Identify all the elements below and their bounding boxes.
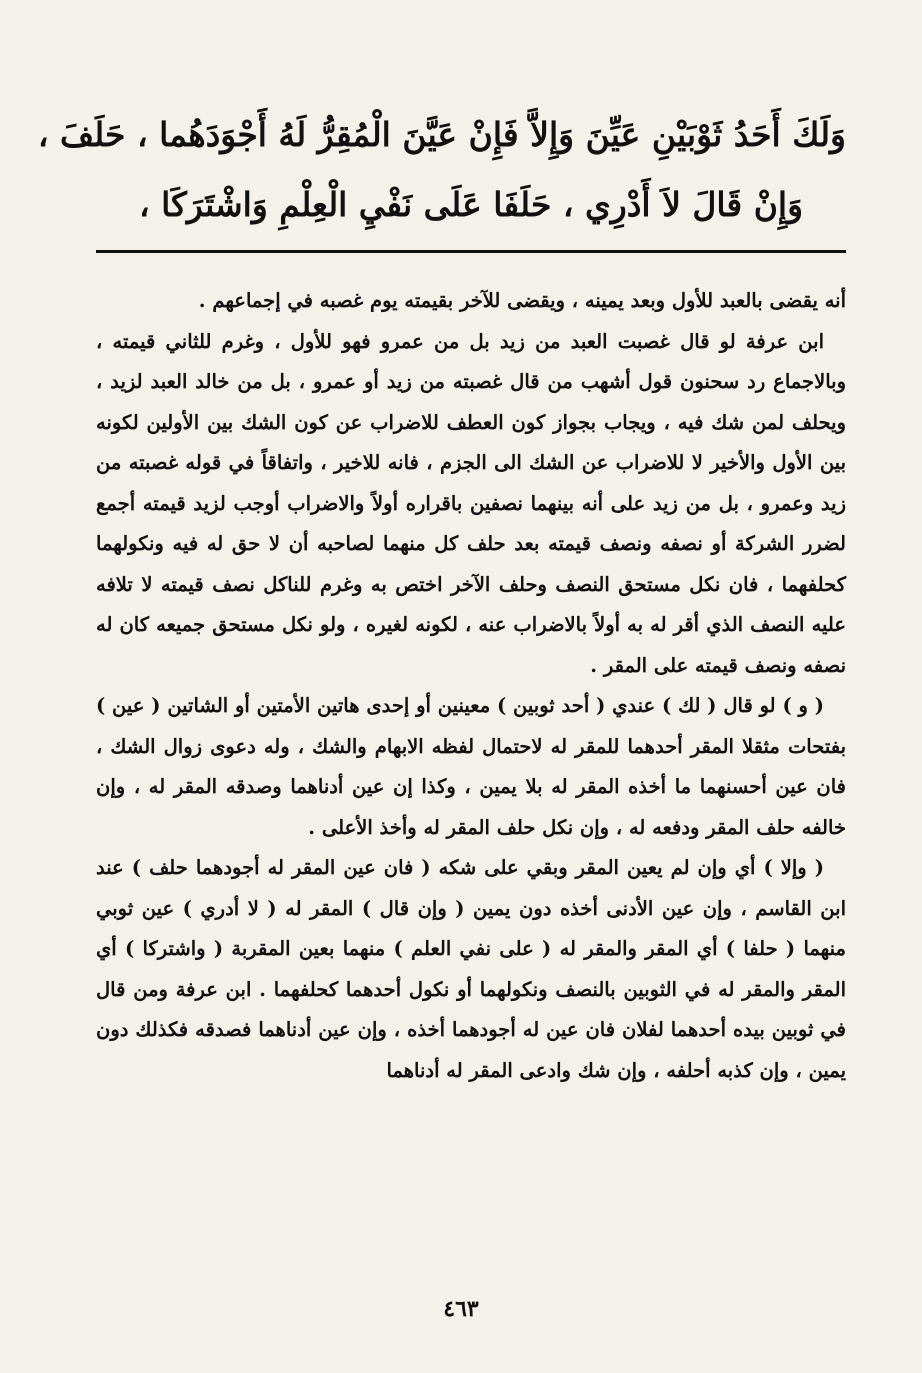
- main-text-line-2: وَإِنْ قَالَ لاَ أَدْرِي ، حَلَفَا عَلَى نَفْيِ الْعِلْمِ وَاشْتَرَكَا ،: [138, 185, 804, 224]
- commentary-paragraph-1: أنه يقضى بالعبد للأول وبعد يمينه ، ويقضى للآخر بقيمته يوم غصبه في إجماعهم .: [198, 289, 846, 312]
- page-number: ٤٦٣: [443, 1296, 479, 1322]
- commentary-paragraph-3: ( و ) لو قال ( لك ) عندي ( أحد ثوبين ) معينين أو إحدى هاتين الأمتين أو الشاتين ( عين ) بفتحات مثقلا المقر أحدهما للمقر له لاحتمال لفظه الابهام والشك ، وله دعوى زوال الشك ، فان عين أحسنهما ما أخذه المقر له بلا يمين ، وكذا إن عين أدناهما وصدقه المقر له ، وإن خالفه حلف المقر ودفعه له ، وإن نكل حلف المقر له وأخذ الأعلى .: [96, 694, 846, 839]
- commentary-paragraph-4: ( وإلا ) أي وإن لم يعين المقر وبقي على شكه ( فان عين المقر له أجودهما حلف ) عند ابن القاسم ، وإن عين الأدنى أخذه دون يمين ( وإن قال ) المقر له ( لا أدري ) عين ثوبي منهما ( حلفا ) أي المقر والمقر له ( على نفي العلم ) منهما بعين المقربة ( واشتركا ) أي المقر والمقر له في الثوبين بالنصف ونكولهما أو نكول أحدهما كحلفهما . ابن عرفة ومن قال في ثوبين بيده أحدهما لفلان فان عين له أجودهما أخذه ، وإن عين أدناهما فصدقه فكذلك دون يمين ، وإن كذبه أحلفه ، وإن شك وادعى المقر له أدناهما: [96, 856, 846, 1082]
- commentary-block: [96, 281, 846, 1091]
- main-text-block: [37, 100, 846, 240]
- commentary-paragraph-2: ابن عرفة لو قال غصبت العبد من زيد بل من عمرو فهو للأول ، وغرم للثاني قيمته ، وبالاجماع رد سحنون قول أشهب من قال غصبته من زيد أو عمرو ، بل من خالد العبد لزيد ، ويحلف لمن شك فيه ، ويجاب بجواز كون العطف للاضراب عن كون الشك بين الأولين لكونه بين الأول والأخير لا للاضراب عن الشك الى الجزم ، فانه للاخير ، واتفاقاً في قوله غصبته من زيد وعمرو ، بل من زيد على أنه بينهما نصفين باقراره أولاً والاضراب أوجب لزيد قيمته أجمع لضرر الشركة أو نصفه ونصف قيمته بعد حلف كل منهما لصاحبه أن لا حق له فيه ونكولهما كحلفهما ، فان نكل مستحق النصف وحلف الآخر اختص به وغرم للناكل نصف قيمته لا تلافه عليه النصف الذي أقر له به أولاً بالاضراب عنه ، لكونه لغيره ، ولو نكل مستحق جميعه كان له نصفه ونصف قيمته على المقر .: [96, 329, 846, 677]
- separator-rule: [96, 250, 846, 253]
- main-text-line-1: وَلَكَ أَحَدُ ثَوْبَيْنِ عَيِّنَ وَإِلاَّ فَإِنْ عَيَّنَ الْمُقِرُّ لَهُ أَجْوَدَهُما ، حَلَفَ ،: [37, 115, 846, 154]
